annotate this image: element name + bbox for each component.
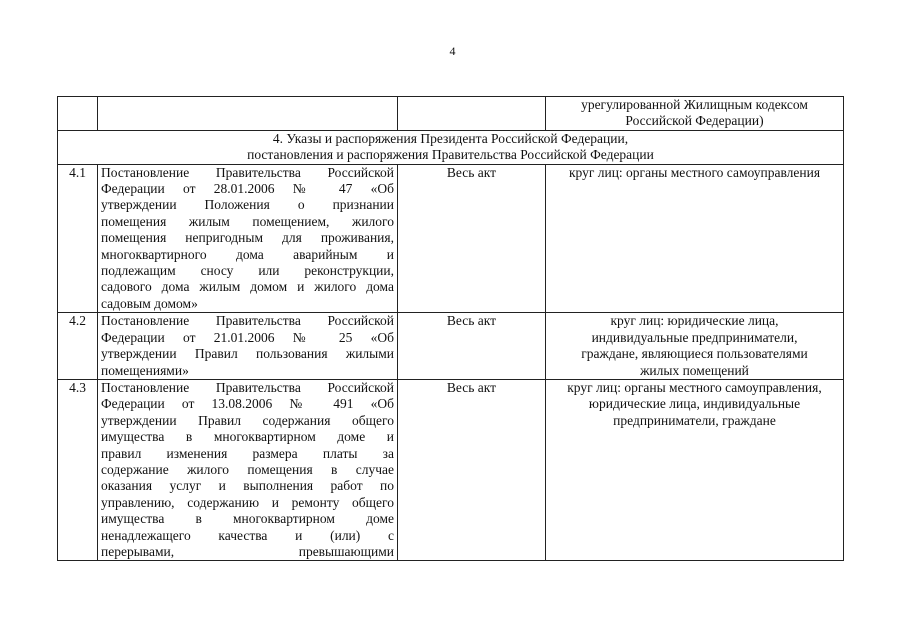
act-scope: Весь акт [398, 379, 546, 560]
carry-over-line: Российской Федерации) [625, 113, 764, 129]
act-title-line: помещениями» [101, 362, 189, 378]
carry-over-num-cell [58, 97, 98, 131]
act-title-line: имущества в многоквартирном доме [101, 511, 394, 527]
affected-persons-line: круг лиц: органы местного самоуправления, [567, 379, 822, 395]
table-row [58, 379, 844, 560]
carry-over-row [58, 97, 844, 131]
section-heading-line: 4. Указы и распоряжения Президента Российской Федерации, [272, 130, 629, 146]
affected-persons [546, 379, 844, 560]
act-title-line: подлежащим сносу или реконструкции, [101, 263, 394, 279]
act-title-line: утверждении Правил пользования жилыми [101, 346, 394, 362]
table-row [58, 164, 844, 313]
row-number: 4.1 [58, 164, 98, 313]
act-title-line: правил изменения размера платы за [101, 445, 394, 461]
affected-persons-line: индивидуальные предприниматели, [591, 329, 798, 345]
act-title-line: Федерации от 21.01.2006 № 25 «Об [101, 329, 394, 345]
act-title-line: перерывами, превышающими [101, 543, 394, 559]
affected-persons [546, 164, 844, 313]
act-title-line: Федерации от 28.01.2006 № 47 «Об [101, 181, 394, 197]
carry-over-line: урегулированной Жилищным кодексом [581, 97, 808, 112]
act-title-line: многоквартирного дома аварийным и [101, 246, 394, 262]
act-title-line: садового дома жилым домом и жилого дома [101, 279, 394, 295]
act-title-line: Постановление Правительства Российской [101, 164, 394, 180]
affected-persons-line: граждане, являющиеся пользователями [581, 346, 808, 362]
act-title-line: Федерации от 13.08.2006 № 491 «Об [101, 396, 394, 412]
affected-persons-line: юридические лица, индивидуальные [588, 396, 801, 412]
act-title-line: управлению, содержанию и ремонту общего [101, 494, 394, 510]
act-title-line: имущества в многоквартирном доме и [101, 429, 394, 445]
affected-persons [546, 313, 844, 380]
act-title-line: Постановление Правительства Российской [101, 379, 394, 395]
act-title-line: садовым домом» [101, 295, 198, 311]
carry-over-title-cell [98, 97, 398, 131]
section-heading-line: постановления и распоряжения Правительства Российской Федерации [247, 147, 654, 163]
act-title-line: Постановление Правительства Российской [101, 313, 394, 329]
act-scope: Весь акт [398, 164, 546, 313]
affected-persons-line: предприниматели, граждане [613, 412, 776, 428]
act-title-line: содержание жилого помещения в случае [101, 461, 394, 477]
act-title [98, 379, 398, 560]
affected-persons-line: круг лиц: юридические лица, [610, 313, 779, 329]
row-number: 4.2 [58, 313, 98, 380]
legal-acts-table [57, 96, 844, 561]
row-number: 4.3 [58, 379, 98, 560]
act-title-line: помещения жилым помещением, жилого [101, 213, 394, 229]
act-title-line: ненадлежащего качества и (или) с [101, 527, 394, 543]
carry-over-scope-cell [398, 97, 546, 131]
act-title-line: помещения непригодным для проживания, [101, 230, 394, 246]
act-title-line: утверждении Положения о признании [101, 197, 394, 213]
section-heading-row [58, 130, 844, 164]
affected-persons-line: круг лиц: органы местного самоуправления [568, 164, 821, 180]
section-heading [58, 130, 844, 164]
act-title [98, 164, 398, 313]
act-title-line: оказания услуг и выполнения работ по [101, 478, 394, 494]
table-row [58, 313, 844, 380]
act-scope: Весь акт [398, 313, 546, 380]
carry-over-who-cell [546, 97, 844, 131]
affected-persons-line: жилых помещений [640, 362, 749, 378]
act-title [98, 313, 398, 380]
act-title-line: утверждении Правил содержания общего [101, 412, 394, 428]
page-number: 4 [449, 44, 456, 58]
